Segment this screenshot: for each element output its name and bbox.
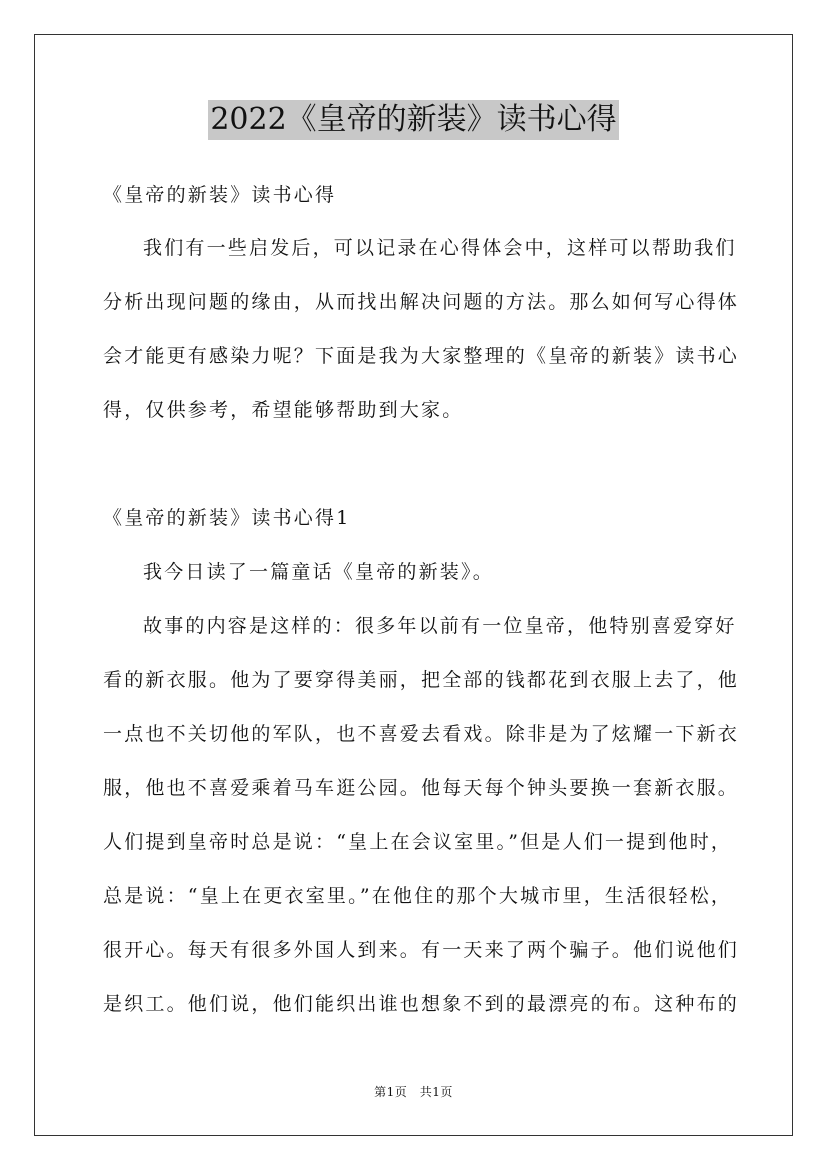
- intro-line: 会才能更有感染力呢？下面是我为大家整理的《皇帝的新装》读书心: [103, 345, 740, 367]
- paragraph-line: 服，他也不喜爱乘着马车逛公园。他每天每个钟头要换一套新衣服。: [103, 777, 740, 799]
- paragraph-line: 很开心。每天有很多外国人到来。有一天来了两个骗子。他们说他们: [103, 939, 740, 961]
- title-container: [0, 100, 827, 140]
- intro-line: 得，仅供参考，希望能够帮助到大家。: [103, 399, 464, 421]
- paragraph-line: 我今日读了一篇童话《皇帝的新装》。: [143, 561, 494, 583]
- paragraph-line: 人们提到皇帝时总是说：“皇上在会议室里。”但是人们一提到他时，: [103, 831, 733, 853]
- document-subtitle: 《皇帝的新装》读书心得: [103, 184, 337, 206]
- section-heading: 《皇帝的新装》读书心得1: [103, 507, 351, 529]
- page-footer: 第1页 共1页: [374, 1085, 453, 1099]
- intro-line: 分析出现问题的缘由，从而找出解决问题的方法。那么如何写心得体: [103, 291, 740, 313]
- paragraph-line: 看的新衣服。他为了要穿得美丽，把全部的钱都花到衣服上去了，他: [103, 669, 740, 691]
- paragraph-line: 故事的内容是这样的：很多年以前有一位皇帝，他特别喜爱穿好: [143, 615, 737, 637]
- intro-line: 我们有一些启发后，可以记录在心得体会中，这样可以帮助我们: [143, 237, 737, 259]
- document-title: 2022《皇帝的新装》读书心得: [208, 100, 618, 140]
- paragraph-line: 总是说：“皇上在更衣室里。”在他住的那个大城市里，生活很轻松，: [103, 885, 733, 907]
- paragraph-line: 是织工。他们说，他们能织出谁也想象不到的最漂亮的布。这种布的: [103, 993, 740, 1015]
- paragraph-line: 一点也不关切他的军队，也不喜爱去看戏。除非是为了炫耀一下新衣: [103, 723, 740, 745]
